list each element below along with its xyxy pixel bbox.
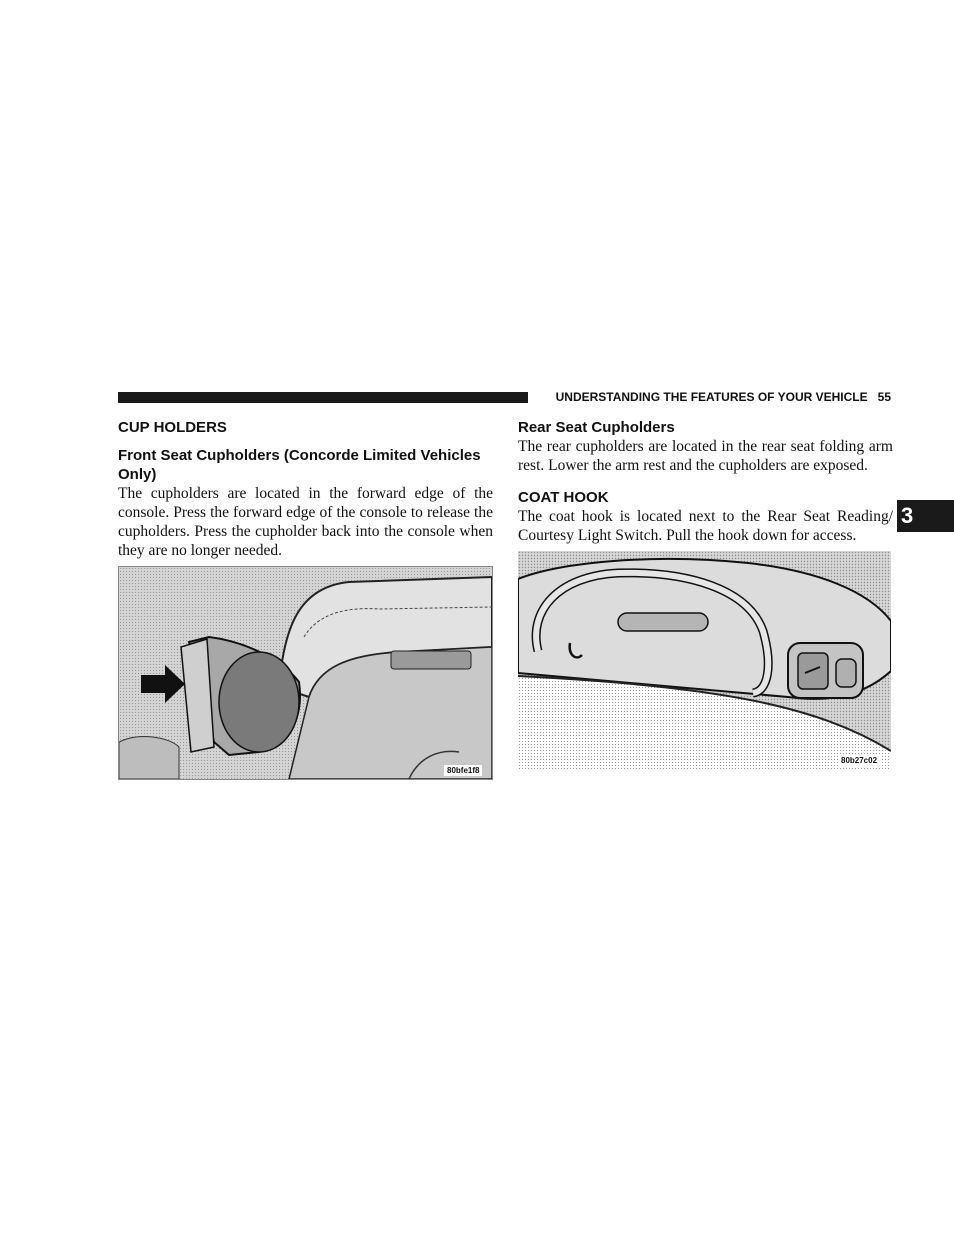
figure-code-right: 80b27c02 <box>838 755 880 766</box>
coat-hook-drawing <box>518 551 891 769</box>
chapter-tab: 3 <box>897 500 954 532</box>
right-column <box>518 418 893 769</box>
cup-holders-heading: CUP HOLDERS <box>118 419 227 436</box>
coat-hook-illustration <box>518 551 891 769</box>
front-cupholders-subheading: Front Seat Cupholders (Concorde Limited Vehicles Only) <box>118 447 481 483</box>
rear-cupholders-subheading: Rear Seat Cupholders <box>518 419 675 436</box>
front-cupholders-text: The cupholders are located in the forward edge of the console. Press the forward edge of the console to release the cupholders. Press the cupholder back into the console when they are no longer needed. <box>118 485 493 559</box>
section-title: UNDERSTANDING THE FEATURES OF YOUR VEHICLE <box>555 390 868 404</box>
coat-hook-text: The coat hook is located next to the Rear Seat Reading/ Courtesy Light Switch. Pull the hook down for access. <box>518 508 893 544</box>
front-cupholder-illustration <box>118 566 493 780</box>
arrow-icon <box>141 665 185 703</box>
page-number: 55 <box>877 390 891 404</box>
figure-code: 80bfe1f8 <box>444 765 482 776</box>
rear-cupholders-text: The rear cupholders are located in the rear seat folding arm rest. Lower the arm rest and the cupholders are exposed. <box>518 438 893 474</box>
running-header <box>538 390 891 404</box>
console-drawing <box>119 567 492 779</box>
left-column <box>118 418 493 780</box>
header-rule <box>118 392 528 403</box>
coat-hook-heading: COAT HOOK <box>518 489 609 506</box>
